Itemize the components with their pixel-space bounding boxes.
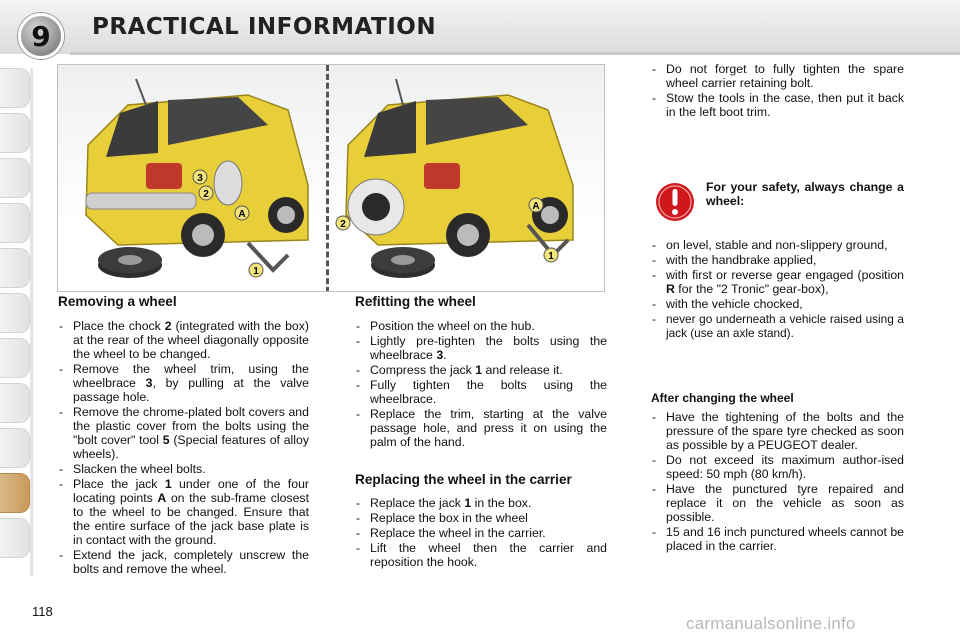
list-item: - Lift the wheel then the carrier and reposition the hook.: [355, 541, 607, 569]
list-item: - Do not forget to fully tighten the spare wheel carrier retaining bolt.: [651, 62, 904, 90]
list-item: - with first or reverse gear engaged (position R for the "2 Tronic" gear-box),: [651, 268, 904, 296]
refitting-section: [355, 294, 607, 450]
list-item: - Have the tightening of the bolts and the pressure of the spare tyre checked as soon as possible by a PEUGEOT dealer.: [651, 410, 904, 452]
safety-conditions: [651, 238, 904, 341]
final-steps-list: [651, 62, 904, 119]
chapter-tab-active[interactable]: [0, 473, 30, 513]
final-steps: [651, 62, 904, 120]
illustration-svg: [58, 65, 605, 292]
chapter-tabs: [0, 68, 32, 563]
callout-label: 1: [548, 251, 554, 262]
list-item: - Place the jack 1 under one of the four locating points A on the sub-frame closest to the wheel to be changed. Ensure that the entire surface of the jack base plate is in contact with the ground.: [58, 477, 309, 547]
list-item: - Remove the wheel trim, using the wheelbrace 3, by pulling at the valve passage hole.: [58, 362, 309, 404]
callout-label: 2: [203, 189, 209, 200]
page-title: PRACTICAL INFORMATION: [92, 14, 437, 40]
warning-icon: [655, 182, 695, 222]
list-item: - Replace the wheel in the carrier.: [355, 526, 607, 540]
list-item: - Fully tighten the bolts using the wheelbrace.: [355, 378, 607, 406]
replacing-title: Replacing the wheel in the carrier: [355, 472, 572, 487]
after-list: [651, 410, 904, 553]
safety-text: For your safety, always change a wheel:: [706, 180, 904, 208]
chapter-badge: [18, 13, 64, 59]
refitting-steps: [355, 319, 607, 449]
chapter-tab[interactable]: [0, 428, 30, 468]
list-item: - Replace the box in the wheel: [355, 511, 607, 525]
chapter-tab[interactable]: [0, 158, 30, 198]
safety-list: [651, 238, 904, 340]
chapter-tab[interactable]: [0, 113, 30, 153]
watermark: carmanualsonline.info: [686, 614, 856, 633]
list-item: - Remove the chrome-plated bolt covers and the plastic cover from the bolts using the "bolt cover" tool 5 (Special features of alloy wheels).: [58, 405, 309, 461]
callout-label: A: [532, 201, 540, 212]
illustration-divider: [326, 65, 329, 292]
callout-label: A: [238, 209, 246, 220]
replacing-section: [355, 472, 607, 570]
callout-label: 1: [253, 266, 259, 277]
wheel-change-illustration: [57, 64, 605, 292]
list-item: - with the vehicle chocked,: [651, 297, 904, 311]
replacing-steps: [355, 496, 607, 569]
list-item: - Have the punctured tyre repaired and replace it on the vehicle as soon as possible.: [651, 482, 904, 524]
list-item: - Replace the jack 1 in the box.: [355, 496, 607, 510]
list-item: - never go underneath a vehicle raised using a jack (use an axle stand).: [651, 312, 904, 340]
header-rule: [70, 52, 960, 55]
chapter-number: 9: [31, 19, 51, 53]
callout-label: 3: [197, 173, 203, 184]
list-item: - Replace the trim, starting at the valve passage hole, and press it on using the palm of the hand.: [355, 407, 607, 449]
list-item: - Stow the tools in the case, then put it back in the left boot trim.: [651, 91, 904, 119]
chapter-tab[interactable]: [0, 293, 30, 333]
list-item: - Extend the jack, completely unscrew the bolts and remove the wheel.: [58, 548, 309, 576]
chapter-tab[interactable]: [0, 338, 30, 378]
page-number: 118: [32, 604, 53, 619]
removing-steps: [58, 319, 309, 576]
right-car-drawing: [346, 79, 573, 278]
chapter-tab[interactable]: [0, 518, 30, 558]
list-item: - Slacken the wheel bolts.: [58, 462, 309, 476]
list-item: - Position the wheel on the hub.: [355, 319, 607, 333]
chapter-tab[interactable]: [0, 68, 30, 108]
removing-title: Removing a wheel: [58, 294, 177, 309]
safety-warning: [651, 178, 904, 228]
list-item: - Do not exceed its maximum author-ised speed: 50 mph (80 km/h).: [651, 453, 904, 481]
chapter-tab[interactable]: [0, 383, 30, 423]
list-item: - 15 and 16 inch punctured wheels cannot be placed in the carrier.: [651, 525, 904, 553]
list-item: - Place the chock 2 (integrated with the box) at the rear of the wheel diagonally opposite the wheel to be changed.: [58, 319, 309, 361]
list-item: - with the handbrake applied,: [651, 253, 904, 267]
after-section: [651, 391, 904, 554]
chapter-tab[interactable]: [0, 203, 30, 243]
removing-section: [58, 294, 309, 577]
chapter-tab[interactable]: [0, 248, 30, 288]
list-item: - Compress the jack 1 and release it.: [355, 363, 607, 377]
after-title: After changing the wheel: [651, 391, 794, 405]
list-item: - on level, stable and non-slippery ground,: [651, 238, 904, 252]
refitting-title: Refitting the wheel: [355, 294, 476, 309]
list-item: - Lightly pre-tighten the bolts using the wheelbrace 3.: [355, 334, 607, 362]
callout-label: 2: [340, 219, 346, 230]
